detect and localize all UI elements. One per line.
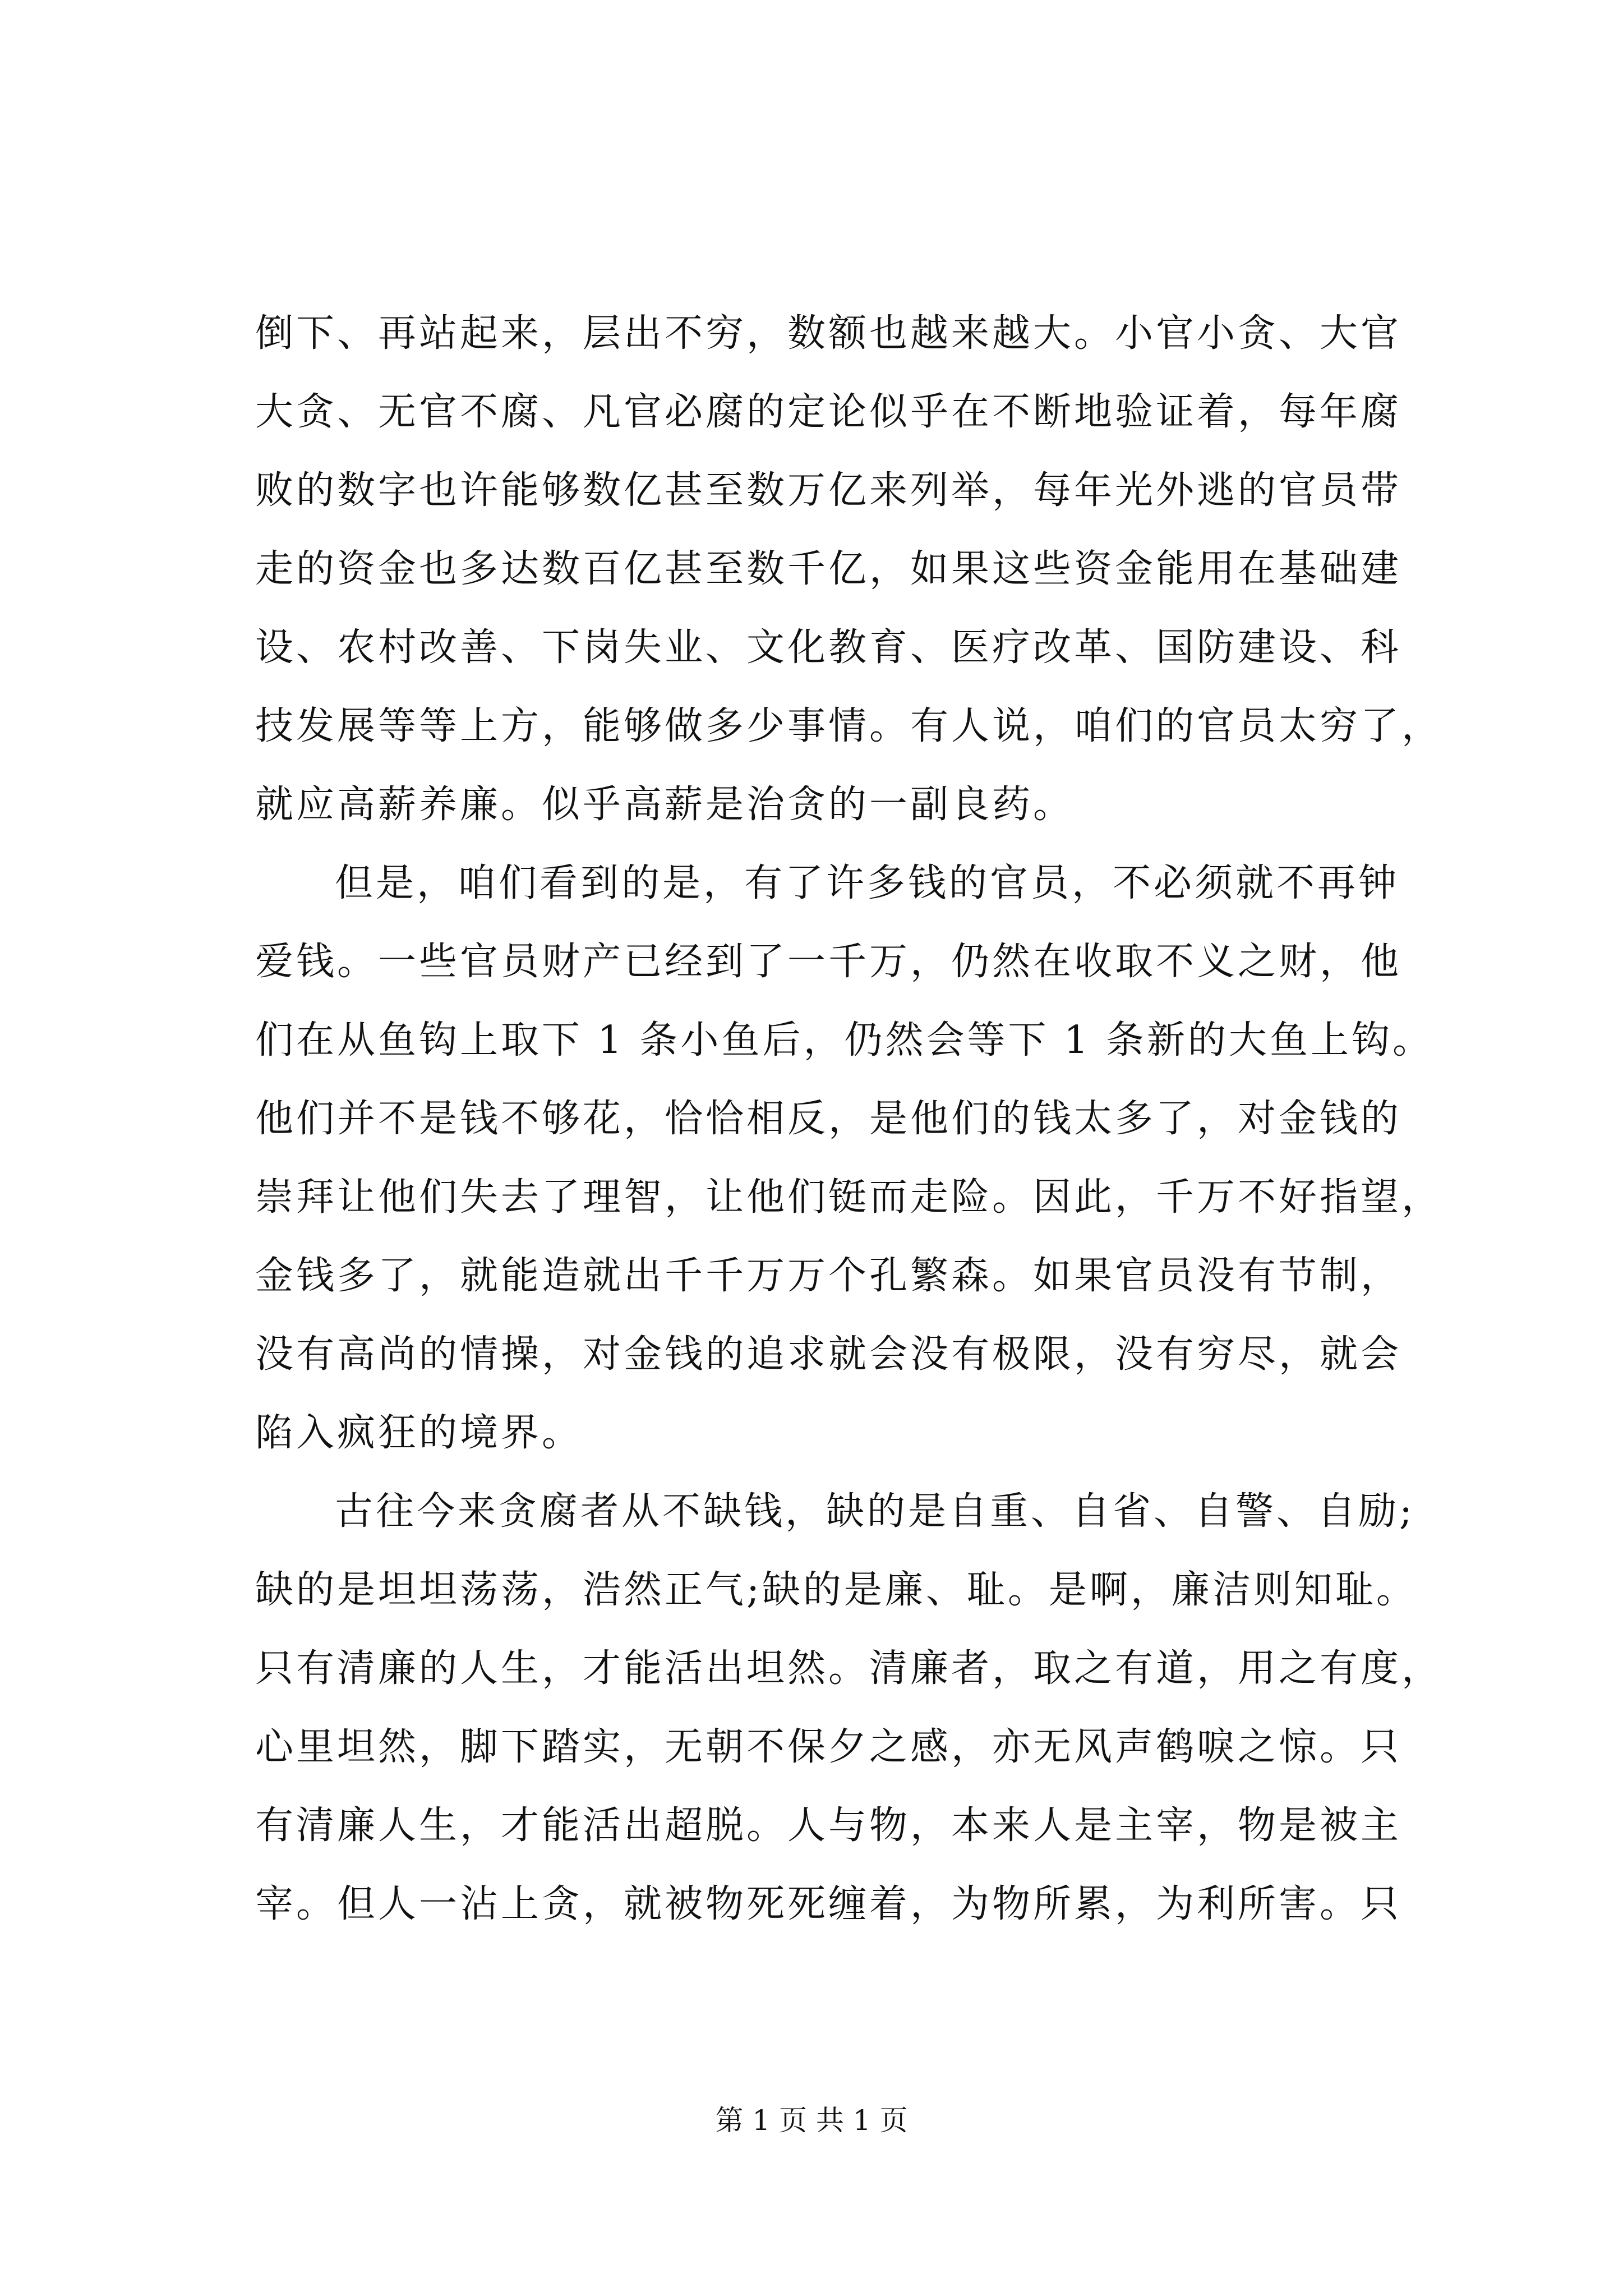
- text-line-15: 陷入疯狂的境界。: [255, 1411, 583, 1455]
- text-line-18: 只有清廉的人生，才能活出坦然。清廉者，取之有道，用之有度，: [255, 1646, 1443, 1691]
- text-line-14: 没有高尚的情操，对金钱的追求就会没有极限，没有穷尽，就会: [255, 1332, 1402, 1377]
- text-line-11: 他们并不是钱不够花，恰恰相反，是他们的钱太多了，对金钱的: [255, 1097, 1402, 1141]
- page-number-label: 第 1 页 共 1 页: [715, 2104, 908, 2137]
- text-line-9: 爱钱。一些官员财产已经到了一千万，仍然在收取不义之财，他: [255, 940, 1402, 984]
- text-line-21: 宰。但人一沾上贪，就被物死死缠着，为物所累，为利所害。只: [255, 1882, 1402, 1926]
- text-line-5: 设、农村改善、下岗失业、文化教育、医疗改革、国防建设、科: [255, 625, 1402, 670]
- text-line-4: 走的资金也多达数百亿甚至数千亿，如果这些资金能用在基础建: [255, 547, 1402, 591]
- text-line-17: 缺的是坦坦荡荡，浩然正气;缺的是廉、耻。是啊，廉洁则知耻。: [255, 1568, 1417, 1612]
- document-body: [255, 295, 1443, 1944]
- text-line-13: 金钱多了，就能造就出千千万万个孔繁森。如果官员没有节制，: [255, 1254, 1402, 1298]
- text-line-16: 古往今来贪腐者从不缺钱，缺的是自重、自省、自警、自励;: [335, 1489, 1415, 1534]
- text-line-3: 败的数字也许能够数亿甚至数万亿来列举，每年光外逃的官员带: [255, 468, 1402, 513]
- text-line-19: 心里坦然，脚下踏实，无朝不保夕之感，亦无风声鹤唳之惊。只: [255, 1725, 1402, 1769]
- text-line-6: 技发展等等上方，能够做多少事情。有人说，咱们的官员太穷了，: [255, 704, 1443, 748]
- text-line-7: 就应高薪养廉。似乎高薪是治贪的一副良药。: [255, 783, 1075, 827]
- text-line-2: 大贪、无官不腐、凡官必腐的定论似乎在不断地验证着，每年腐: [255, 390, 1402, 434]
- page-footer: [0, 2101, 1623, 2140]
- text-line-10: 们在从鱼钩上取下 1 条小鱼后，仍然会等下 1 条新的大鱼上钩。: [255, 1018, 1433, 1062]
- text-line-20: 有清廉人生，才能活出超脱。人与物，本来人是主宰，物是被主: [255, 1803, 1402, 1848]
- text-line-1: 倒下、再站起来，层出不穷，数额也越来越大。小官小贪、大官: [255, 311, 1402, 356]
- text-line-8: 但是，咱们看到的是，有了许多钱的官员，不必须就不再钟: [335, 861, 1400, 905]
- text-line-12: 崇拜让他们失去了理智，让他们铤而走险。因此，千万不好指望，: [255, 1175, 1443, 1220]
